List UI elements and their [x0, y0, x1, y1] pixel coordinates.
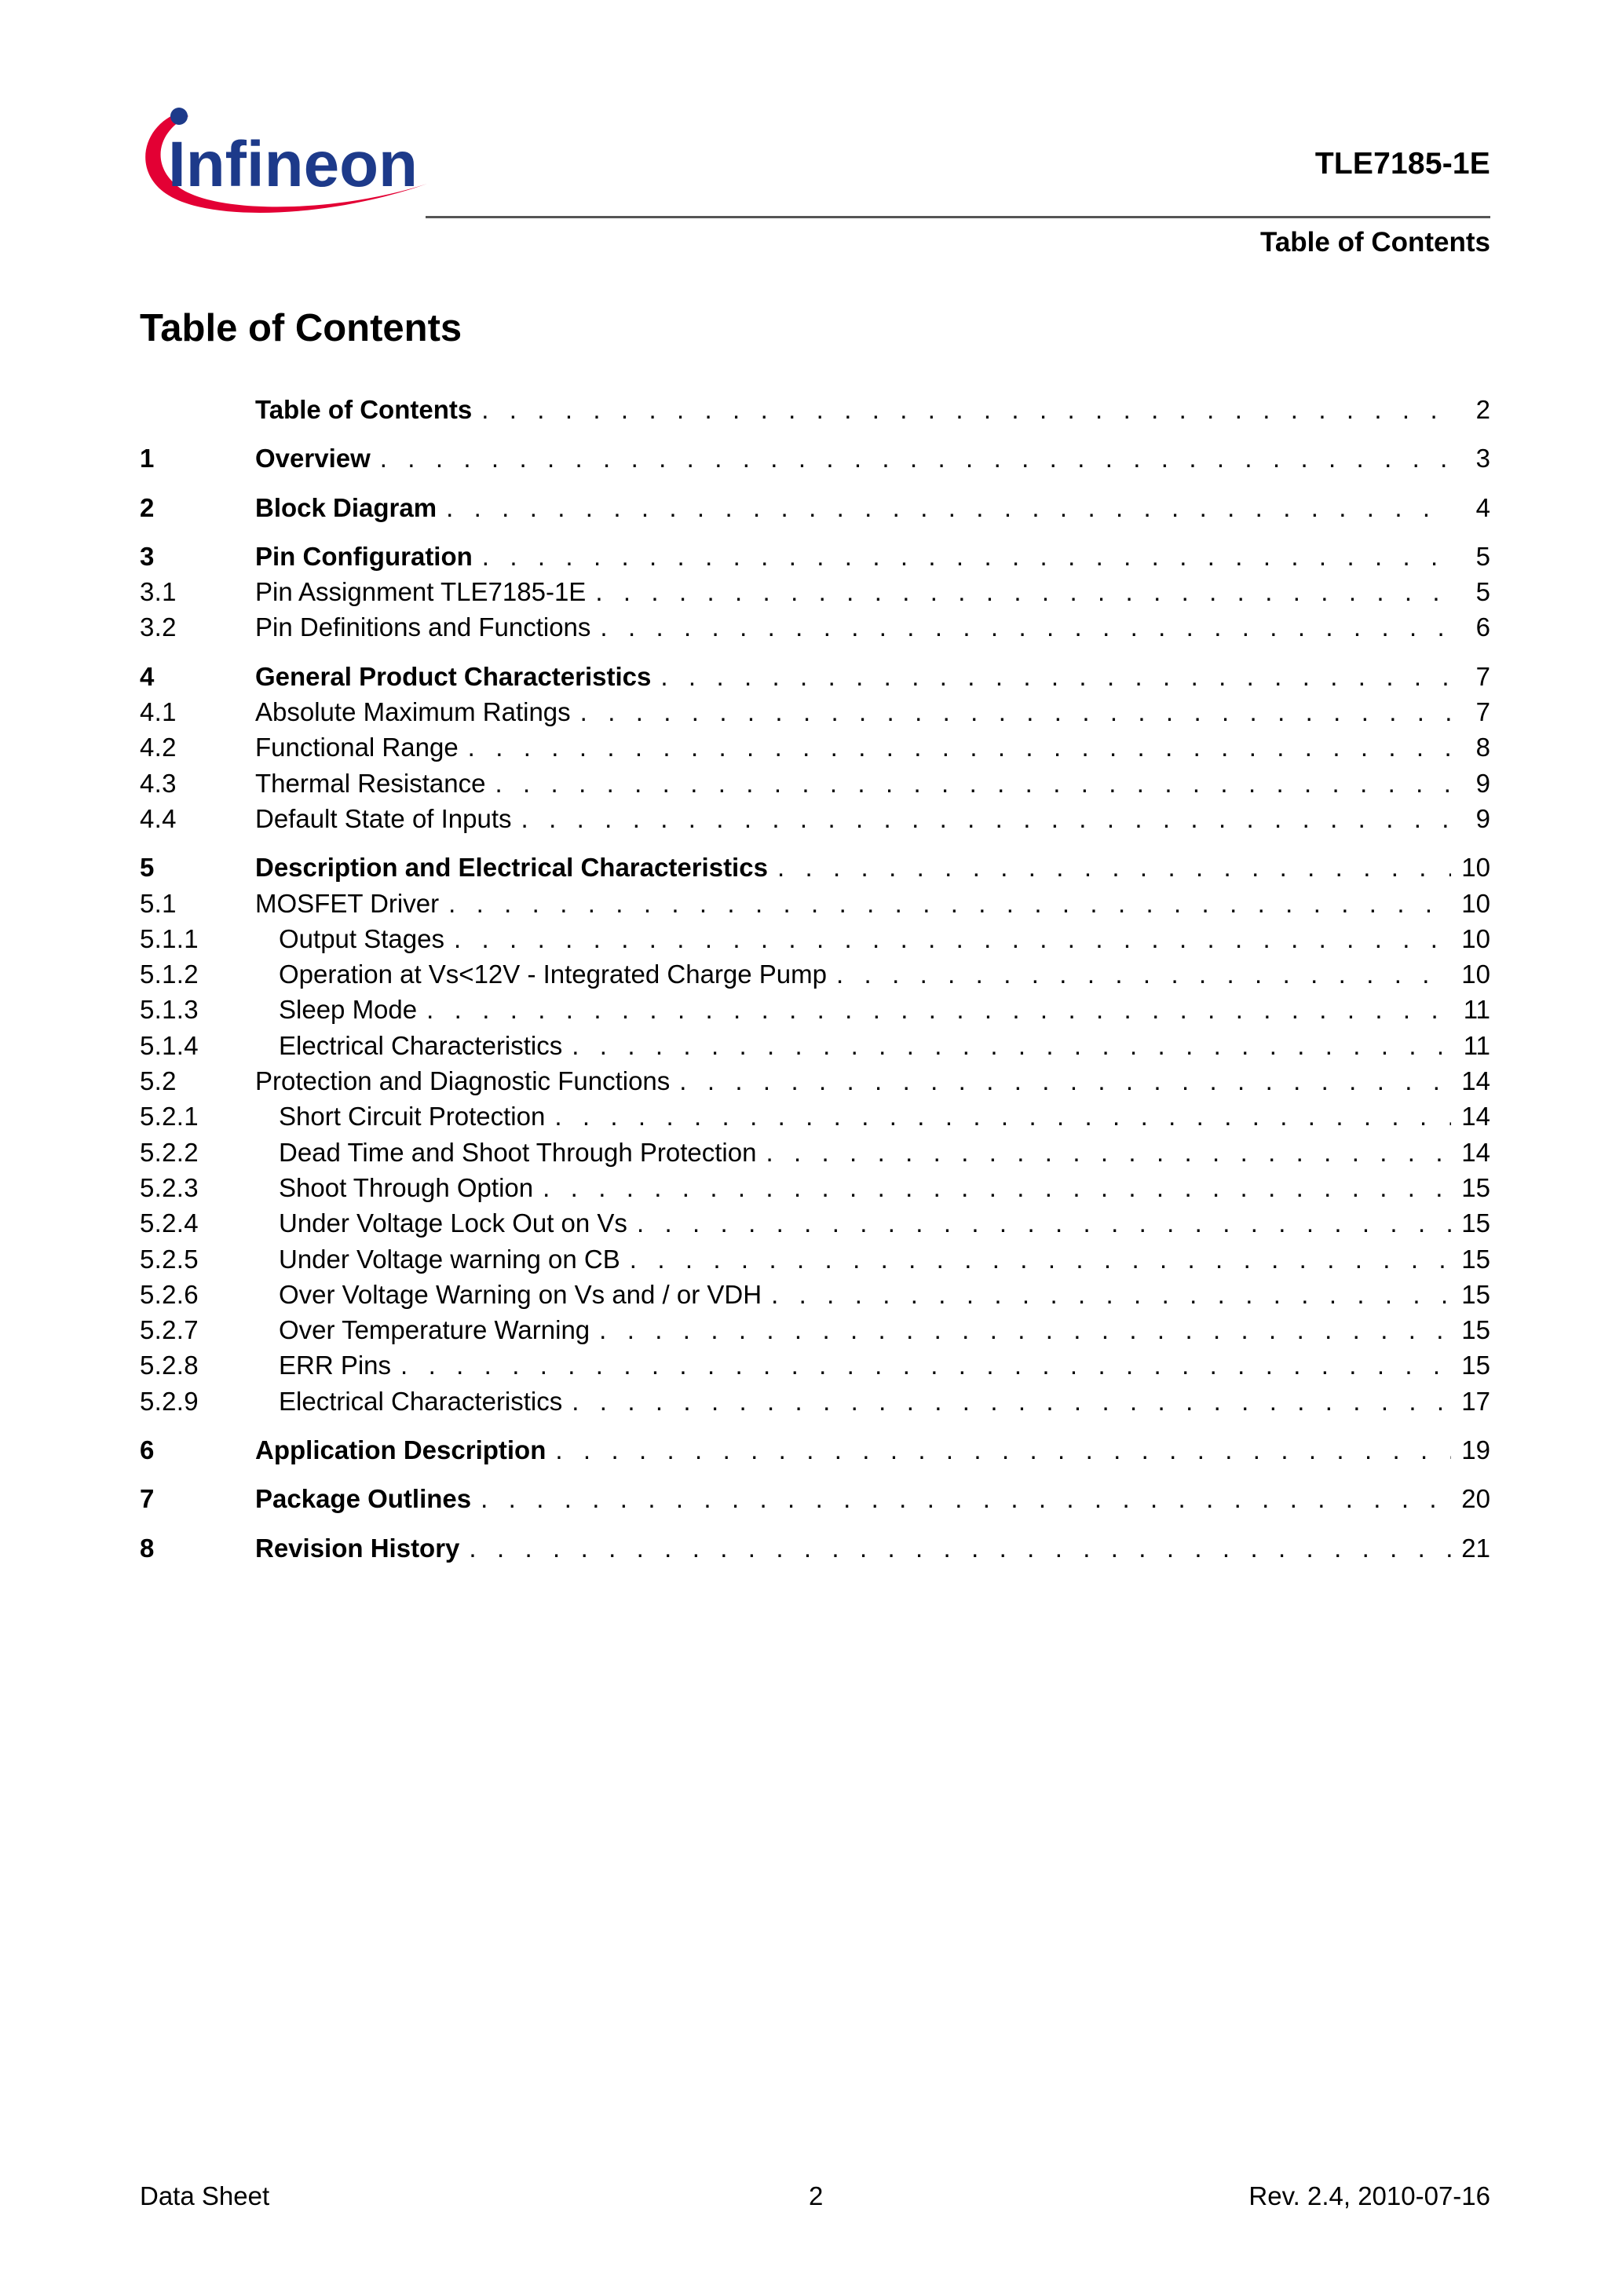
toc-entry-number: 5.2.4 — [140, 1208, 199, 1238]
toc-dot-leader — [599, 1312, 1451, 1347]
toc-dot-leader — [521, 801, 1451, 836]
table-of-contents — [140, 392, 1490, 1566]
toc-dot-leader — [595, 574, 1451, 609]
toc-entry[interactable] — [140, 441, 1490, 476]
toc-entry-title: Functional Range — [255, 733, 459, 762]
toc-entry-title: Shoot Through Option — [279, 1172, 534, 1202]
logo-wordmark: Infineon — [168, 129, 418, 200]
toc-entry-page: 10 — [1461, 853, 1490, 883]
toc-entry-title: Overview — [255, 444, 371, 473]
toc-entry-title: Package Outlines — [255, 1484, 472, 1514]
toc-entry-title: Over Temperature Warning — [279, 1315, 590, 1345]
toc-entry[interactable] — [140, 1135, 1490, 1170]
toc-entry-page: 6 — [1475, 612, 1490, 642]
toc-entry-number: 5.2.3 — [140, 1172, 199, 1202]
toc-entry-page: 2 — [1475, 395, 1490, 424]
toc-entry[interactable] — [140, 1099, 1490, 1134]
toc-dot-leader — [600, 609, 1451, 645]
toc-entry[interactable] — [140, 1530, 1490, 1566]
toc-entry-title: Operation at Vs<12V - Integrated Charge Pump — [279, 960, 827, 989]
toc-entry[interactable] — [140, 1205, 1490, 1241]
infineon-logo — [135, 88, 433, 225]
toc-entry-page: 15 — [1461, 1315, 1490, 1345]
toc-dot-leader — [469, 1530, 1451, 1566]
toc-entry[interactable] — [140, 1170, 1490, 1205]
toc-dot-leader — [481, 392, 1451, 427]
toc-entry-number: 5.2.9 — [140, 1386, 199, 1416]
toc-entry-page: 15 — [1461, 1172, 1490, 1202]
toc-dot-leader — [482, 539, 1451, 574]
toc-entry-number: 5.1.1 — [140, 923, 199, 953]
toc-entry[interactable] — [140, 992, 1490, 1027]
toc-dot-leader — [660, 659, 1451, 694]
toc-entry[interactable] — [140, 490, 1490, 525]
toc-entry-number: 1 — [140, 444, 155, 473]
toc-entry[interactable] — [140, 850, 1490, 885]
toc-entry[interactable] — [140, 1384, 1490, 1419]
toc-dot-leader — [572, 1028, 1451, 1063]
toc-entry[interactable] — [140, 392, 1490, 427]
toc-entry[interactable] — [140, 766, 1490, 801]
toc-entry-title: Table of Contents — [255, 395, 473, 424]
toc-entry-page: 5 — [1475, 541, 1490, 571]
toc-entry[interactable] — [140, 539, 1490, 574]
toc-dot-leader — [426, 992, 1451, 1027]
page-title: Table of Contents — [140, 307, 462, 349]
toc-entry-page: 15 — [1461, 1279, 1490, 1309]
toc-entry-page: 7 — [1475, 697, 1490, 727]
toc-entry-title: Default State of Inputs — [255, 803, 512, 833]
toc-entry-number: 5.2.8 — [140, 1351, 199, 1380]
toc-entry-number: 3 — [140, 541, 155, 571]
toc-entry[interactable] — [140, 1432, 1490, 1468]
toc-dot-leader — [637, 1205, 1451, 1241]
toc-dot-leader — [448, 886, 1451, 921]
toc-entry-page: 14 — [1461, 1137, 1490, 1167]
toc-entry-title: Over Voltage Warning on Vs and / or VDH — [279, 1279, 762, 1309]
toc-dot-leader — [836, 956, 1451, 992]
toc-entry-number: 3.1 — [140, 577, 177, 607]
toc-entry-number: 4.2 — [140, 733, 177, 762]
toc-dot-leader — [572, 1384, 1451, 1419]
toc-entry-page: 17 — [1461, 1386, 1490, 1416]
toc-entry[interactable] — [140, 1312, 1490, 1347]
toc-entry-title: Thermal Resistance — [255, 768, 486, 798]
toc-entry-page: 15 — [1461, 1208, 1490, 1238]
toc-entry[interactable] — [140, 1028, 1490, 1063]
toc-entry-title: MOSFET Driver — [255, 888, 440, 918]
toc-dot-leader — [481, 1481, 1451, 1516]
toc-entry-title: Short Circuit Protection — [279, 1102, 546, 1132]
toc-entry-page: 11 — [1463, 1030, 1490, 1060]
toc-entry-number: 5.2.1 — [140, 1102, 199, 1132]
toc-entry-page: 9 — [1475, 768, 1490, 798]
toc-entry-page: 5 — [1475, 577, 1490, 607]
logo-dot — [170, 108, 188, 125]
footer-page-number: 2 — [809, 2181, 824, 2210]
toc-entry-title: Pin Definitions and Functions — [255, 612, 591, 642]
toc-entry-page: 21 — [1461, 1533, 1490, 1563]
toc-dot-leader — [495, 766, 1451, 801]
toc-dot-leader — [454, 921, 1451, 956]
toc-dot-leader — [771, 1277, 1451, 1312]
toc-entry-page: 8 — [1475, 733, 1490, 762]
toc-entry-title: Electrical Characteristics — [279, 1030, 563, 1060]
toc-entry-number: 4.4 — [140, 803, 177, 833]
toc-entry[interactable] — [140, 694, 1490, 729]
toc-dot-leader — [766, 1135, 1451, 1170]
toc-entry-number: 5.2.7 — [140, 1315, 199, 1345]
toc-entry-page: 9 — [1475, 803, 1490, 833]
toc-entry-number: 2 — [140, 492, 155, 522]
toc-entry-number: 5.2.5 — [140, 1244, 199, 1274]
toc-entry-title: Pin Configuration — [255, 541, 473, 571]
toc-dot-leader — [543, 1170, 1451, 1205]
toc-entry-page: 3 — [1475, 444, 1490, 473]
toc-entry-number: 5.1.3 — [140, 995, 199, 1025]
toc-entry-number: 5.2.2 — [140, 1137, 199, 1167]
footer-doc-type: Data Sheet — [140, 2181, 270, 2210]
toc-entry-number: 4.1 — [140, 697, 177, 727]
toc-dot-leader — [446, 490, 1451, 525]
footer-revision: Rev. 2.4, 2010-07-16 — [1248, 2181, 1490, 2210]
toc-entry[interactable] — [140, 801, 1490, 836]
toc-entry[interactable] — [140, 1063, 1490, 1099]
toc-entry[interactable] — [140, 956, 1490, 992]
document-id: TLE7185-1E — [1314, 147, 1490, 181]
toc-dot-leader — [380, 441, 1451, 476]
toc-entry-title: Dead Time and Shoot Through Protection — [279, 1137, 757, 1167]
toc-entry-number: 5.2.6 — [140, 1279, 199, 1309]
toc-entry-title: Protection and Diagnostic Functions — [255, 1066, 671, 1096]
toc-entry-title: Application Description — [255, 1435, 546, 1465]
toc-entry-title: Description and Electrical Characteristics — [255, 853, 768, 883]
toc-entry-page: 15 — [1461, 1351, 1490, 1380]
toc-entry-page: 10 — [1461, 923, 1490, 953]
toc-entry-title: Under Voltage Lock Out on Vs — [279, 1208, 627, 1238]
toc-dot-leader — [555, 1432, 1451, 1468]
toc-dot-leader — [580, 694, 1451, 729]
toc-entry-number: 6 — [140, 1435, 155, 1465]
toc-entry-page: 14 — [1461, 1066, 1490, 1096]
toc-entry-page: 20 — [1461, 1484, 1490, 1514]
toc-entry-page: 11 — [1463, 995, 1490, 1025]
toc-entry-title: Under Voltage warning on CB — [279, 1244, 620, 1274]
toc-dot-leader — [777, 850, 1451, 885]
toc-entry-number: 3.2 — [140, 612, 177, 642]
header-rule — [426, 216, 1490, 218]
toc-entry[interactable] — [140, 574, 1490, 609]
toc-entry-number: 4.3 — [140, 768, 177, 798]
toc-entry-title: Electrical Characteristics — [279, 1386, 563, 1416]
toc-entry[interactable] — [140, 609, 1490, 645]
toc-entry-page: 7 — [1475, 661, 1490, 691]
toc-entry-number: 7 — [140, 1484, 155, 1514]
toc-dot-leader — [468, 729, 1451, 765]
toc-dot-leader — [679, 1063, 1451, 1099]
toc-entry-number: 5.1.2 — [140, 960, 199, 989]
toc-entry-title: Block Diagram — [255, 492, 437, 522]
toc-entry-number: 4 — [140, 661, 155, 691]
toc-entry[interactable] — [140, 1481, 1490, 1516]
toc-entry[interactable] — [140, 921, 1490, 956]
toc-entry-page: 14 — [1461, 1102, 1490, 1132]
toc-entry-number: 5.2 — [140, 1066, 177, 1096]
toc-entry-page: 10 — [1461, 888, 1490, 918]
toc-entry[interactable] — [140, 659, 1490, 694]
toc-entry-title: General Product Characteristics — [255, 661, 652, 691]
toc-entry-number: 5 — [140, 853, 155, 883]
toc-entry-title: Absolute Maximum Ratings — [255, 697, 571, 727]
toc-dot-leader — [630, 1241, 1451, 1277]
toc-entry-page: 19 — [1461, 1435, 1490, 1465]
toc-entry-title: Revision History — [255, 1533, 460, 1563]
toc-entry-title: Output Stages — [279, 923, 444, 953]
toc-dot-leader — [400, 1347, 1451, 1383]
toc-entry-number: 5.1 — [140, 888, 177, 918]
toc-entry[interactable] — [140, 1277, 1490, 1312]
toc-entry[interactable] — [140, 1241, 1490, 1277]
toc-entry-number: 5.1.4 — [140, 1030, 199, 1060]
toc-entry-title: ERR Pins — [279, 1351, 392, 1380]
toc-dot-leader — [554, 1099, 1451, 1134]
toc-entry-number: 8 — [140, 1533, 155, 1563]
running-section-label: Table of Contents — [1260, 227, 1490, 258]
toc-entry[interactable] — [140, 729, 1490, 765]
toc-entry-title: Pin Assignment TLE7185-1E — [255, 577, 587, 607]
toc-entry-title: Sleep Mode — [279, 995, 418, 1025]
toc-entry-page: 15 — [1461, 1244, 1490, 1274]
toc-entry-page: 4 — [1475, 492, 1490, 522]
toc-entry[interactable] — [140, 1347, 1490, 1383]
toc-entry[interactable] — [140, 886, 1490, 921]
toc-entry-page: 10 — [1461, 960, 1490, 989]
